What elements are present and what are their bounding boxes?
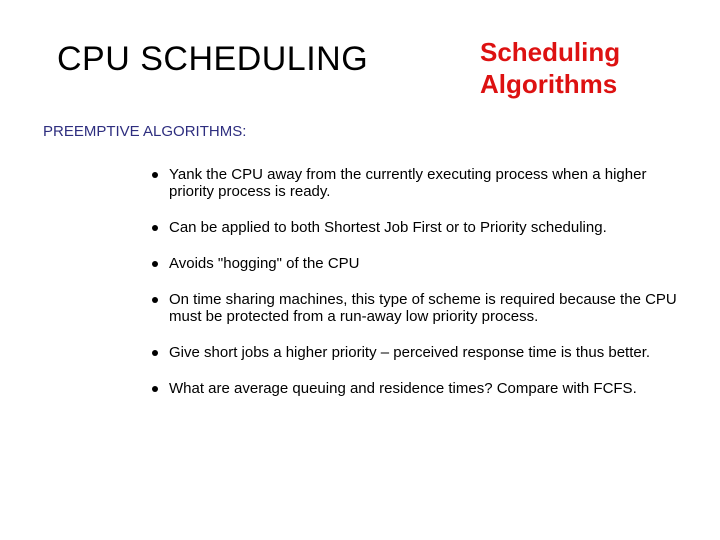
section-heading: PREEMPTIVE ALGORITHMS: <box>43 123 247 140</box>
bullet-dot-icon <box>152 261 158 267</box>
bullet-dot-icon <box>152 297 158 303</box>
bullet-dot-icon <box>152 386 158 392</box>
list-item-text: Avoids "hogging" of the CPU <box>169 255 360 272</box>
list-item-text: Can be applied to both Shortest Job First or to Priority scheduling. <box>169 219 607 236</box>
slide-subtitle <box>480 36 620 100</box>
list-item-text: On time sharing machines, this type of scheme is required because the CPU must be protected from a run-away low priority process. <box>169 291 677 325</box>
bullet-dot-icon <box>152 172 158 178</box>
list-item-text: What are average queuing and residence times? Compare with FCFS. <box>169 380 637 397</box>
bullet-dot-icon <box>152 225 158 231</box>
list-item-text: Give short jobs a higher priority – perceived response time is thus better. <box>169 344 651 361</box>
list-item <box>152 380 692 397</box>
bullet-list <box>152 166 692 397</box>
list-item-text: Yank the CPU away from the currently executing process when a higher priority process is ready. <box>169 166 647 200</box>
list-item <box>152 255 692 272</box>
bullet-dot-icon <box>152 350 158 356</box>
subtitle-line-2: Algorithms <box>480 69 618 99</box>
list-item <box>152 344 692 361</box>
subtitle-line-1: Scheduling <box>480 37 621 67</box>
slide-title: CPU SCHEDULING <box>57 40 369 78</box>
list-item <box>152 291 692 325</box>
list-item <box>152 219 692 236</box>
list-item <box>152 166 692 200</box>
